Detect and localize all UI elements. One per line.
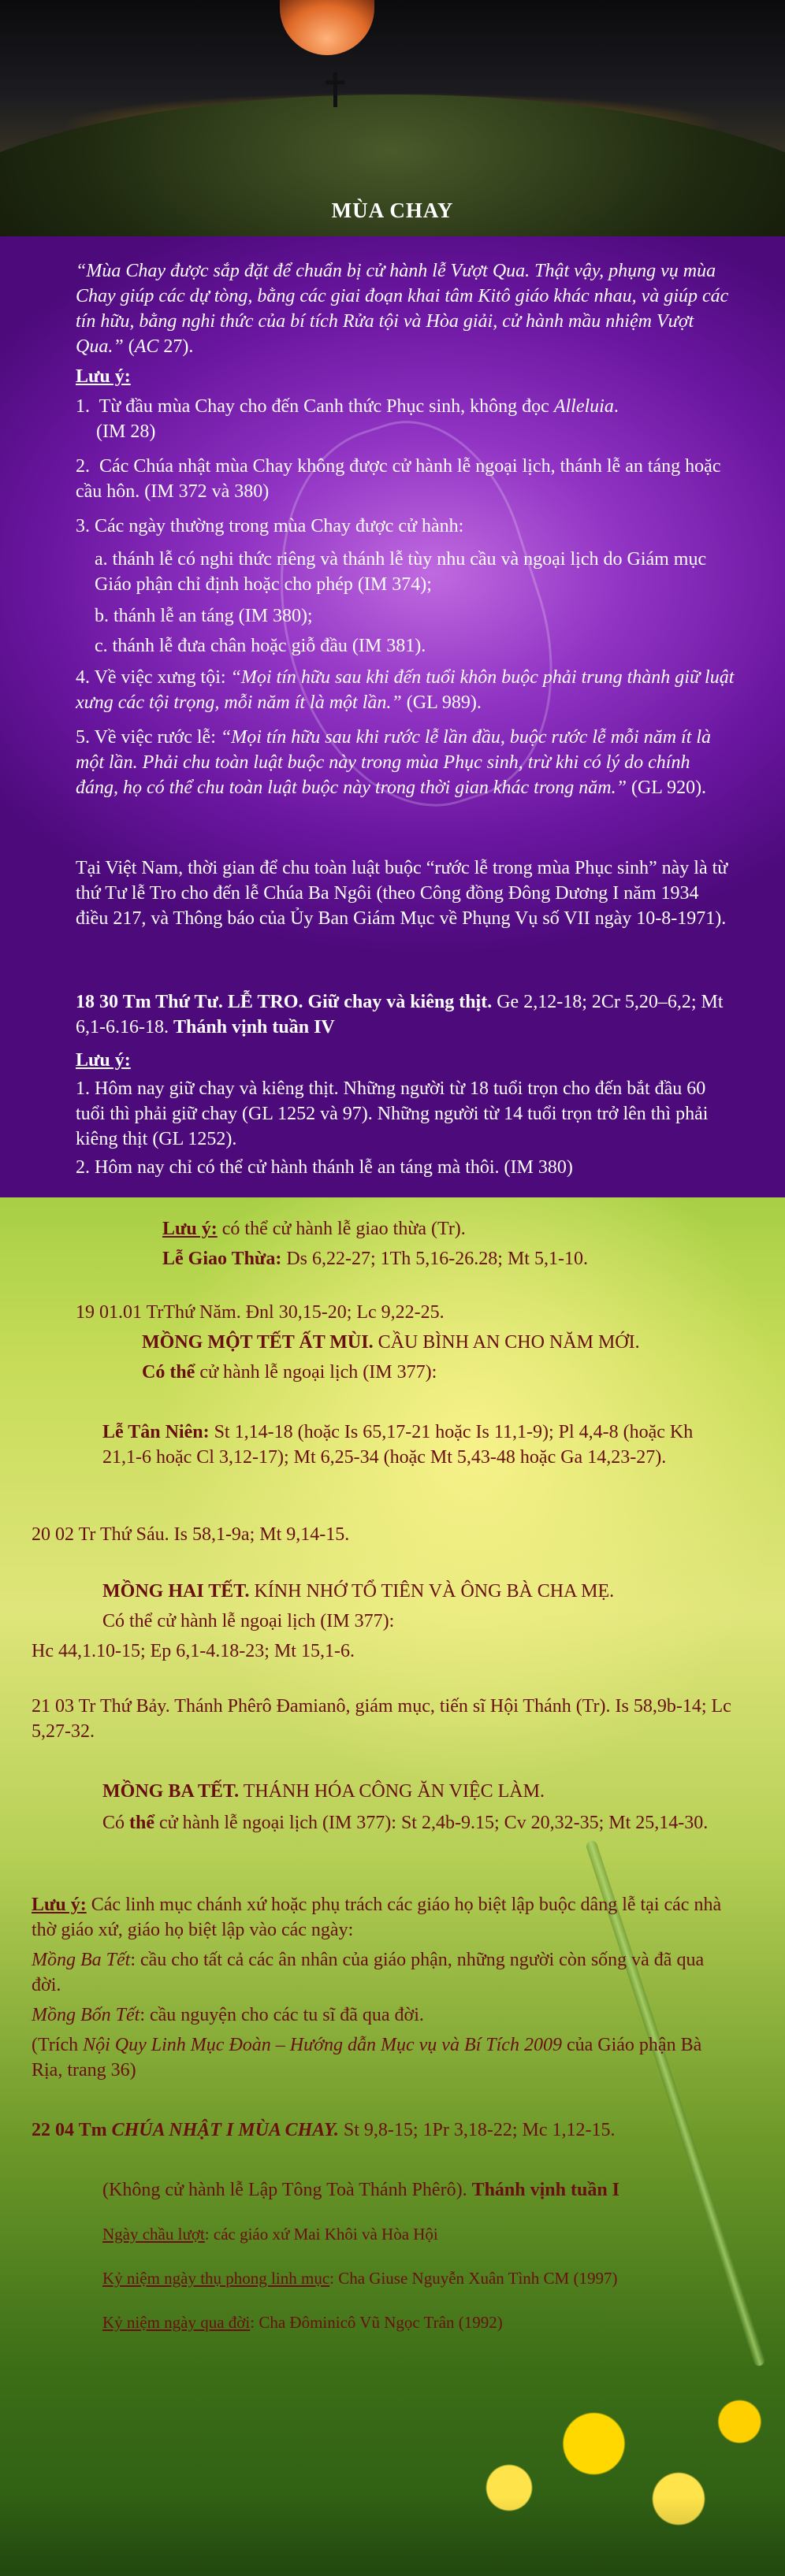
bokeh-overlay (0, 2497, 785, 2576)
note-1 (76, 394, 735, 444)
giao-thua-note (162, 1216, 746, 1242)
note-2 (76, 454, 735, 504)
note-1-ref: (IM 28) (96, 421, 156, 442)
entry-21-title-rest: THÁNH HÓA CÔNG ĂN VIỆC LÀM. (239, 1781, 545, 1802)
adoration-label: Ngày chầu lượt (102, 2225, 205, 2244)
giao-thua-note-label: Lưu ý: (162, 1219, 218, 1239)
note-5 (76, 725, 735, 800)
intro-quote (76, 258, 735, 359)
entry-22-date: 22 04 Tm (32, 2120, 112, 2140)
mong-bon-label: Mồng Bốn Tết (32, 2005, 140, 2025)
entry-22-title: CHÚA NHẬT I MÙA CHAY. (111, 2120, 339, 2140)
note-1-text: Từ đầu mùa Chay cho đến Canh thức Phục sinh, không đọc (99, 396, 554, 417)
entry-22-header (32, 2118, 741, 2143)
note-4 (76, 665, 735, 715)
giao-thua-readings-text: Ds 6,22-27; 1Th 5,16-26.28; Mt 5,1-10. (281, 1249, 588, 1269)
giao-thua-title: Lễ Giao Thừa: (162, 1249, 282, 1269)
source-title: Nội Quy Linh Mục Đoàn – Hướng dẫn Mục vụ và Bí Tích 2009 (83, 2035, 562, 2055)
note-1-number: 1. (76, 396, 90, 417)
note-5-lead: 5. Về việc rước lễ: (76, 727, 221, 748)
intro-ref-rest: 27). (158, 336, 194, 357)
tan-nien-readings: St 1,14-18 (hoặc Is 65,17-21 hoặc Is 11,1-9); Pl 4,4-8 (hoặc Kh 21,1-6 hoặc Cl 3,12-17); Mt 6,25-34 (hoặc Mt 5,43-48 hoặc Ga 14,23-27). (102, 1422, 694, 1468)
entry-22-note (102, 2177, 749, 2203)
parish-mong-bon (32, 2003, 733, 2028)
giao-thua-note-text: có thể cử hành lễ giao thừa (Tr). (217, 1219, 466, 1239)
parish-note-text: Các linh mục chánh xứ hoặc phụ trách các giáo họ biệt lập buộc dâng lễ tại các nhà thờ giáo xứ, giáo họ biệt lập vào các ngày: (32, 1895, 722, 1940)
parish-mong-ba (32, 1947, 733, 1998)
note-3b: b. thánh lễ an táng (IM 380); (95, 606, 313, 626)
tet-celebrations-section (0, 1197, 785, 2576)
note-label: Lưu ý: (76, 366, 131, 387)
entry-18-note-label: Lưu ý: (76, 1050, 131, 1071)
cross-icon (326, 72, 344, 107)
note-5-ref: (GL 920). (626, 778, 707, 798)
entry-19-title (142, 1330, 757, 1355)
entry-18-note-2: 2. Hôm nay chỉ có thể cử hành thánh lễ an táng mà thôi. (IM 380) (76, 1157, 573, 1178)
entry-18-date: 18 30 Tm Thứ Tư. (76, 992, 228, 1012)
entry-19-tan-nien (102, 1420, 733, 1470)
adoration-text: : các giáo xứ Mai Khôi và Hòa Hội (204, 2225, 438, 2244)
parish-note-label: Lưu ý: (32, 1895, 87, 1915)
entry-22-readings: St 9,8-15; 1Pr 3,18-22; Mc 1,12-15. (338, 2120, 616, 2140)
entry-19-note (142, 1360, 757, 1385)
note-4-lead: 4. Về việc xưng tội: (76, 667, 231, 688)
entry-19-note-rest: cử hành lễ ngoại lịch (IM 377): (195, 1362, 437, 1383)
note-5-quote: “Mọi tín hữu sau khi rước lễ lần đầu, buộc rước lễ mỗi năm ít là một lần. Phải chu toàn luật buộc này trong mùa Phục sinh, trừ khi có lý do chính đáng, họ có thể chu toàn luật buộc này trong thời gian khác trong năm.” (76, 727, 712, 798)
parish-note (32, 1892, 733, 1943)
entry-20-title-bold: MỒNG HAI TẾT. (102, 1581, 250, 1602)
intro-quote-text: “Mùa Chay được sắp đặt để chuẩn bị cử hành lễ Vượt Qua. Thật vậy, phụng vụ mùa Chay giúp các dự tòng, bằng các giai đoạn khai tâm Kitô giáo khác nhau, và giúp các tín hữu, bằng nghi thức của bí tích Rửa tội và Hòa giải, cử hành mầu nhiệm Vượt Qua.” (76, 261, 729, 357)
entry-22-note-text: (Không cử hành lễ Lập Tông Toà Thánh Phêrô). (102, 2180, 472, 2200)
note-3a: a. thánh lễ có nghi thức riêng và thánh lễ tùy nhu cầu và ngoại lịch do Giám mục Giáo phận chỉ định hoặc cho phép (IM 374); (95, 549, 707, 595)
note-1-end: . (613, 396, 619, 417)
entry-22-adoration (102, 2222, 749, 2247)
death-label: Kỷ niệm ngày qua đời (102, 2313, 251, 2332)
entry-19-note-bold: Có thể (142, 1362, 195, 1383)
entry-21-note-bold: thể (129, 1813, 155, 1833)
entry-22-psalter: Thánh vịnh tuần I (471, 2180, 620, 2200)
source-pre: (Trích (32, 2035, 84, 2055)
entry-20-title (102, 1579, 749, 1604)
intro-ref-open: ( (128, 336, 135, 357)
note-1-alleluia: Alleluia (553, 396, 614, 417)
note-2-text: Các Chúa nhật mùa Chay không được cử hành lễ ngoại lịch, thánh lễ an táng hoặc cầu hôn. (IM 372 và 380) (76, 456, 721, 502)
entry-21-note-pre: Có (102, 1813, 130, 1833)
tan-nien-label: Lễ Tân Niên: (102, 1422, 210, 1442)
mong-bon-text: : cầu nguyện cho các tu sĩ đã qua đời. (140, 2005, 424, 2025)
entry-21-title-bold: MỒNG BA TẾT. (102, 1781, 240, 1802)
entry-20-header: 20 02 Tr Thứ Sáu. Is 58,1-9a; Mt 9,14-15. (32, 1524, 350, 1545)
mong-ba-label: Mồng Ba Tết (32, 1950, 131, 1970)
entry-22-ordination (102, 2266, 749, 2291)
entry-18-note-1: 1. Hôm nay giữ chay và kiêng thịt. Những người từ 18 tuổi trọn cho đến bắt đầu 60 tuổi thì phải giữ chay (GL 1252 và 97). Những người từ 14 tuổi trọn trở lên thì phải kiêng thịt (GL 1252). (76, 1078, 709, 1149)
note-3: 3. Các ngày thường trong mùa Chay được cử hành: (76, 516, 464, 536)
entry-19-header: 19 01.01 TrThứ Năm. Đnl 30,15-20; Lc 9,22-25. (76, 1302, 445, 1323)
source-post: của Giáo phận Bà Rịa, trang 36) (32, 2035, 702, 2080)
note-3c: c. thánh lễ đưa chân hoặc giỗ đầu (IM 381). (95, 636, 426, 656)
note-4-quote: “Mọi tín hữu sau khi đến tuổi khôn buộc phải trung thành giữ luật xưng các tội trọng, mỗi năm ít là một lần.” (76, 667, 735, 713)
entry-19-title-bold: MỒNG MỘT TẾT ẤT MÙI. (142, 1332, 374, 1353)
entry-22-death (102, 2310, 749, 2335)
parish-source (32, 2032, 733, 2083)
note-2-number: 2. (76, 456, 90, 477)
intro-ref-code: AC (134, 336, 159, 357)
death-text: : Cha Đôminicô Vũ Ngọc Trân (1992) (250, 2313, 503, 2332)
entry-18-psalter: Thánh vịnh tuần IV (173, 1017, 335, 1037)
entry-21-header: 21 03 Tr Thứ Bảy. Thánh Phêrô Đamianô, giám mục, tiến sĩ Hội Thánh (Tr). Is 58,9b-14; Lc 5,27-32. (32, 1696, 731, 1742)
ordination-text: : Cha Giuse Nguyễn Xuân Tình CM (1997) (329, 2269, 618, 2288)
entry-18-title: LỄ TRO. Giữ chay và kiêng thịt. (227, 992, 493, 1012)
entry-21-note-rest: cử hành lễ ngoại lịch (IM 377): St 2,4b-9.15; Cv 20,32-35; Mt 25,14-30. (154, 1813, 709, 1833)
entry-18-readings: Ge 2,12-18; 2Cr 5,20–6,2; Mt 6,1-6.16-18. (76, 992, 724, 1037)
hand-icon (280, 0, 374, 55)
entry-18-header (76, 989, 735, 1040)
note-4-ref: (GL 989). (401, 692, 482, 713)
mong-ba-text: : cầu cho tất cả các ân nhân của giáo phận, những người còn sống và đã qua đời. (32, 1950, 705, 1995)
lent-introduction-section (0, 236, 785, 1197)
vietnam-note: Tại Việt Nam, thời gian để chu toàn luật buộc “rước lễ trong mùa Phục sinh” này là từ thứ Tư lễ Tro cho đến lễ Chúa Ba Ngôi (theo Công đồng Đông Dương I năm 1934 điều 217, và Thông báo của Ủy Ban Giám Mục về Phụng Vụ số VII ngày 10-8-1971). (76, 858, 728, 929)
entry-19-title-rest: CẦU BÌNH AN CHO NĂM MỚI. (373, 1332, 640, 1353)
entry-21-title (102, 1779, 749, 1804)
page-title: MÙA CHAY (331, 199, 454, 222)
entry-20-readings: Hc 44,1.10-15; Ep 6,1-4.18-23; Mt 15,1-6. (32, 1641, 355, 1661)
entry-21-note (102, 1810, 733, 1835)
giao-thua-readings (162, 1246, 746, 1271)
ordination-label: Kỷ niệm ngày thụ phong linh mục (102, 2269, 330, 2288)
entry-20-note: Có thể cử hành lễ ngoại lịch (IM 377): (102, 1611, 395, 1631)
header-banner (0, 0, 785, 236)
entry-20-title-rest: KÍNH NHỚ TỔ TIÊN VÀ ÔNG BÀ CHA MẸ. (249, 1581, 615, 1602)
